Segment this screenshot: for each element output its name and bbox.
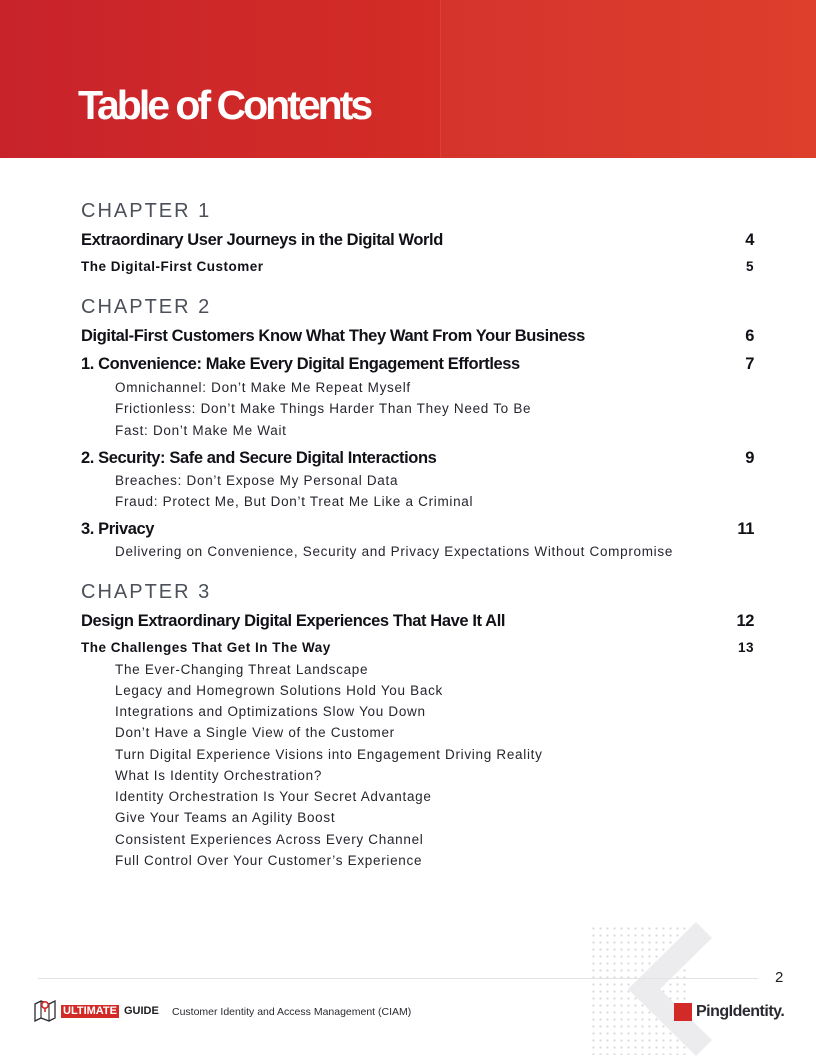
toc-subentry[interactable]: Identity Orchestration Is Your Secret Advantage bbox=[115, 789, 432, 804]
toc-entry[interactable] bbox=[81, 327, 754, 349]
chapter-2-label: CHAPTER 2 bbox=[81, 296, 212, 318]
toc-subentry[interactable]: Give Your Teams an Agility Boost bbox=[115, 810, 336, 825]
guide-word: GUIDE bbox=[124, 1005, 159, 1017]
toc-entry-title: 1. Convenience: Make Every Digital Engagement Effortless bbox=[81, 355, 520, 373]
ultimate-badge: ULTIMATE bbox=[63, 1005, 117, 1017]
brand-name: PingIdentity. bbox=[696, 1003, 785, 1020]
toc-entry-page: 7 bbox=[745, 355, 754, 373]
toc-entry[interactable] bbox=[81, 259, 754, 277]
toc-entry-page: 4 bbox=[745, 231, 754, 249]
toc-subentry[interactable]: Breaches: Don’t Expose My Personal Data bbox=[115, 473, 399, 488]
footer-description: Customer Identity and Access Management (CIAM) bbox=[172, 1006, 412, 1018]
toc-entry-title: Extraordinary User Journeys in the Digital World bbox=[81, 231, 443, 249]
page-number: 2 bbox=[775, 969, 784, 986]
toc-entry-page: 6 bbox=[745, 327, 754, 345]
toc-entry-page: 13 bbox=[737, 640, 754, 655]
toc-entry-page: 9 bbox=[745, 449, 754, 467]
toc-entry[interactable] bbox=[81, 520, 754, 542]
footer-divider bbox=[38, 978, 758, 979]
chapter-3-label: CHAPTER 3 bbox=[81, 581, 212, 603]
toc-subentry[interactable]: Integrations and Optimizations Slow You Down bbox=[115, 704, 426, 719]
toc-subentry[interactable]: Don’t Have a Single View of the Customer bbox=[115, 725, 395, 740]
toc-entry[interactable] bbox=[81, 612, 754, 634]
toc-entry[interactable] bbox=[81, 355, 754, 377]
toc-subentry[interactable]: Full Control Over Your Customer’s Experience bbox=[115, 853, 423, 868]
toc-entry[interactable] bbox=[81, 449, 754, 471]
toc-subentry[interactable]: Delivering on Convenience, Security and Privacy Expectations Without Compromise bbox=[115, 544, 674, 559]
header-banner bbox=[0, 0, 816, 158]
toc-entry-title: The Challenges That Get In The Way bbox=[81, 640, 331, 655]
toc-subentry[interactable]: Omnichannel: Don’t Make Me Repeat Myself bbox=[115, 380, 411, 395]
toc-subentry[interactable]: Turn Digital Experience Visions into Engagement Driving Reality bbox=[115, 747, 543, 762]
toc-entry-page: 12 bbox=[736, 612, 754, 630]
toc-entry-page: 11 bbox=[737, 520, 754, 538]
chevron-decoration-icon bbox=[618, 922, 718, 1056]
toc-entry[interactable] bbox=[81, 640, 754, 658]
toc-subentry[interactable]: Fast: Don’t Make Me Wait bbox=[115, 423, 287, 438]
toc-subentry[interactable]: Legacy and Homegrown Solutions Hold You Back bbox=[115, 683, 443, 698]
page-title: Table of Contents bbox=[78, 82, 371, 128]
toc-subentry[interactable]: Frictionless: Don’t Make Things Harder Than They Need To Be bbox=[115, 401, 532, 416]
toc-entry-title: The Digital-First Customer bbox=[81, 259, 264, 274]
brand-square-icon bbox=[674, 1003, 692, 1021]
toc-entry-title: 3. Privacy bbox=[81, 520, 155, 538]
header-seam bbox=[440, 0, 441, 158]
header-right-panel bbox=[441, 0, 816, 158]
chapter-1-label: CHAPTER 1 bbox=[81, 200, 212, 222]
toc-subentry[interactable]: What Is Identity Orchestration? bbox=[115, 768, 323, 783]
toc-entry-title: Digital-First Customers Know What They Want From Your Business bbox=[81, 327, 585, 345]
toc-subentry[interactable]: The Ever-Changing Threat Landscape bbox=[115, 662, 369, 677]
toc-subentry[interactable]: Fraud: Protect Me, But Don’t Treat Me Like a Criminal bbox=[115, 494, 474, 509]
toc-entry[interactable] bbox=[81, 231, 754, 253]
toc-entry-title: 2. Security: Safe and Secure Digital Interactions bbox=[81, 449, 437, 467]
map-pin-icon bbox=[34, 998, 56, 1022]
toc-entry-page: 5 bbox=[745, 259, 754, 274]
toc-subentry[interactable]: Consistent Experiences Across Every Channel bbox=[115, 832, 424, 847]
toc-entry-title: Design Extraordinary Digital Experiences That Have It All bbox=[81, 612, 506, 630]
